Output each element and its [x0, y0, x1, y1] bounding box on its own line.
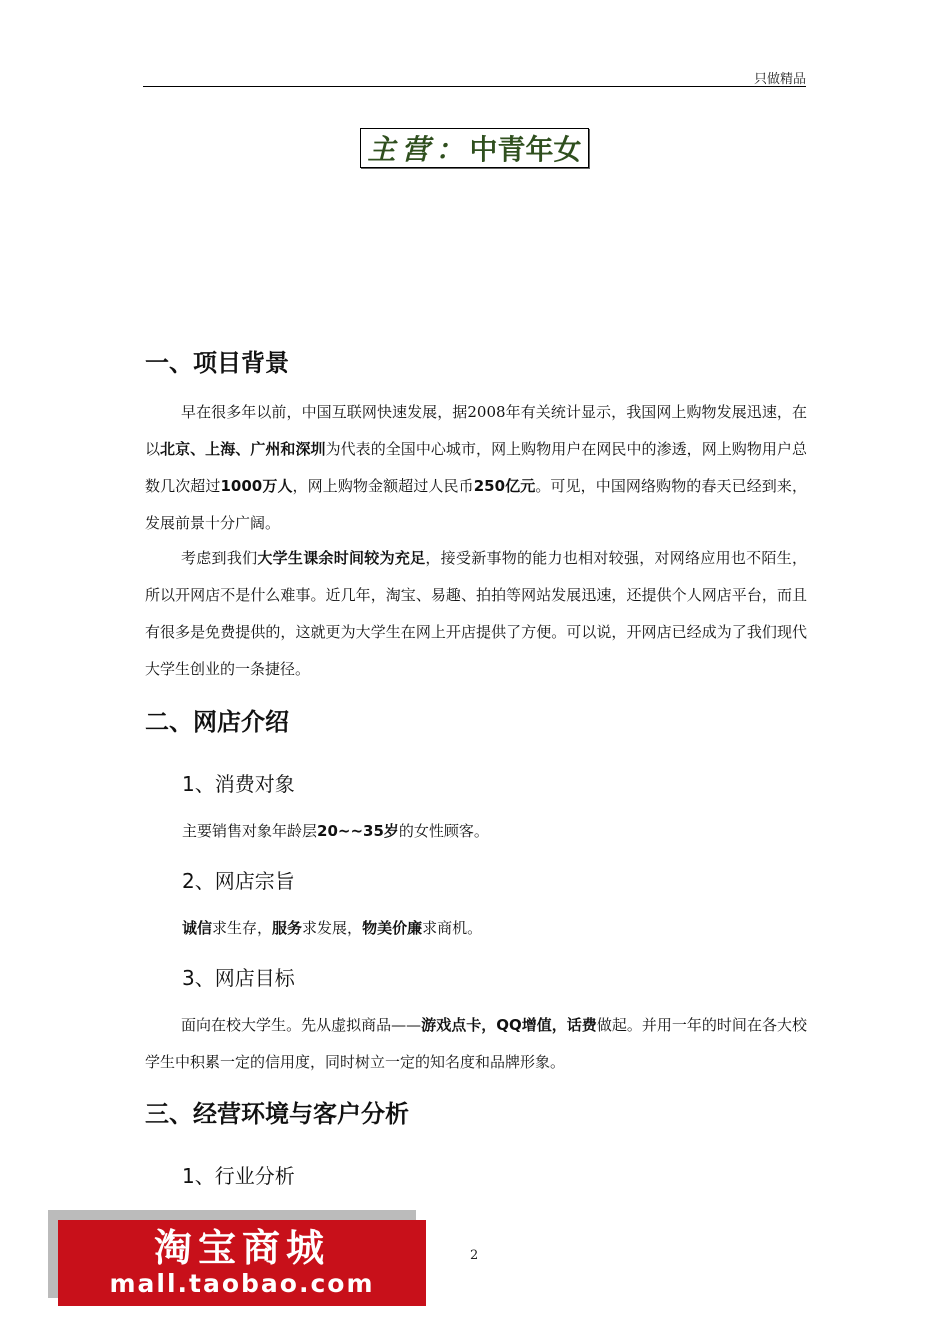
title-box — [360, 128, 589, 168]
page-header-text: 只做精品 — [753, 72, 806, 87]
paragraph-background-2 — [145, 540, 807, 688]
purpose-line — [182, 917, 482, 938]
goals-paragraph — [145, 1007, 807, 1081]
taobao-mall-banner — [58, 1220, 426, 1306]
subheading-consumers: 1、消费对象 — [182, 772, 295, 796]
section-heading-shop-intro: 二、网店介绍 — [145, 708, 289, 736]
banner-url: mall.taobao.com — [109, 1269, 375, 1298]
text-run: 主要销售对象年龄层 — [182, 822, 318, 840]
paragraph-background-1 — [145, 394, 807, 542]
subheading-industry: 1、行业分析 — [182, 1164, 295, 1188]
bold-text: 物美价廉 — [362, 919, 423, 937]
title-main: 中青年女 — [469, 133, 582, 166]
bold-text: 1000万人 — [220, 477, 293, 495]
bold-text: 诚信 — [182, 919, 213, 937]
text-run: ，接受新事物的能力也相对较强，对网络应用也不陌生，所以开网店不是什么难事。近几年，淘宝、易趣、拍拍等网站发展迅速，还提供个人网店平台，而且有很多是免费提供的，这就更为大学生在网上开店提供了方便。可以说，开网店已经成为了我们现代大学生创业的一条捷径。 — [145, 549, 807, 678]
consumers-line — [182, 820, 489, 841]
bold-text: 20~~35岁 — [317, 822, 399, 840]
subheading-purpose: 2、网店宗旨 — [182, 869, 295, 893]
subheading-goals: 3、网店目标 — [182, 966, 295, 990]
text-run: 。可见，中国网络购物的春天已经到来，发展前景十分广阔。 — [145, 477, 807, 532]
banner-title: 淘宝商城 — [153, 1226, 330, 1270]
text-run: 考虑到我们 — [181, 549, 258, 567]
text-run: 求发展， — [302, 919, 363, 937]
bold-text: 北京、上海、广州和深圳 — [160, 440, 326, 458]
bold-text: 250亿元 — [473, 477, 536, 495]
bold-text: 游戏点卡，QQ增值，话费 — [421, 1016, 597, 1034]
text-run: 早在很多年以前，中国互联网快速发展，据2008年有关统计显示，我国网上购物发展迅速，在以 — [145, 403, 807, 458]
bold-text: 服务 — [272, 919, 303, 937]
text-run: 为代表的全国中心城市，网上购物用户在网民中的渗透，网上购物用户总数几次超过 — [145, 440, 807, 495]
text-run: 求生存， — [212, 919, 273, 937]
title-prefix: 主营： — [367, 133, 470, 166]
text-run: 的女性顾客。 — [398, 822, 489, 840]
text-run: 求商机。 — [422, 919, 483, 937]
text-run: 面向在校大学生。先从虚拟商品—— — [181, 1016, 422, 1034]
text-run: 做起。并用一年的时间在各大校学生中积累一定的信用度，同时树立一定的知名度和品牌形象。 — [145, 1016, 807, 1071]
page-number: 2 — [470, 1248, 479, 1263]
bold-text: 大学生课余时间较为充足 — [257, 549, 426, 567]
text-run: ，网上购物金额超过人民币 — [292, 477, 474, 495]
header-rule — [143, 86, 806, 87]
section-heading-environment: 三、经营环境与客户分析 — [145, 1100, 409, 1128]
section-heading-background: 一、项目背景 — [145, 349, 289, 377]
